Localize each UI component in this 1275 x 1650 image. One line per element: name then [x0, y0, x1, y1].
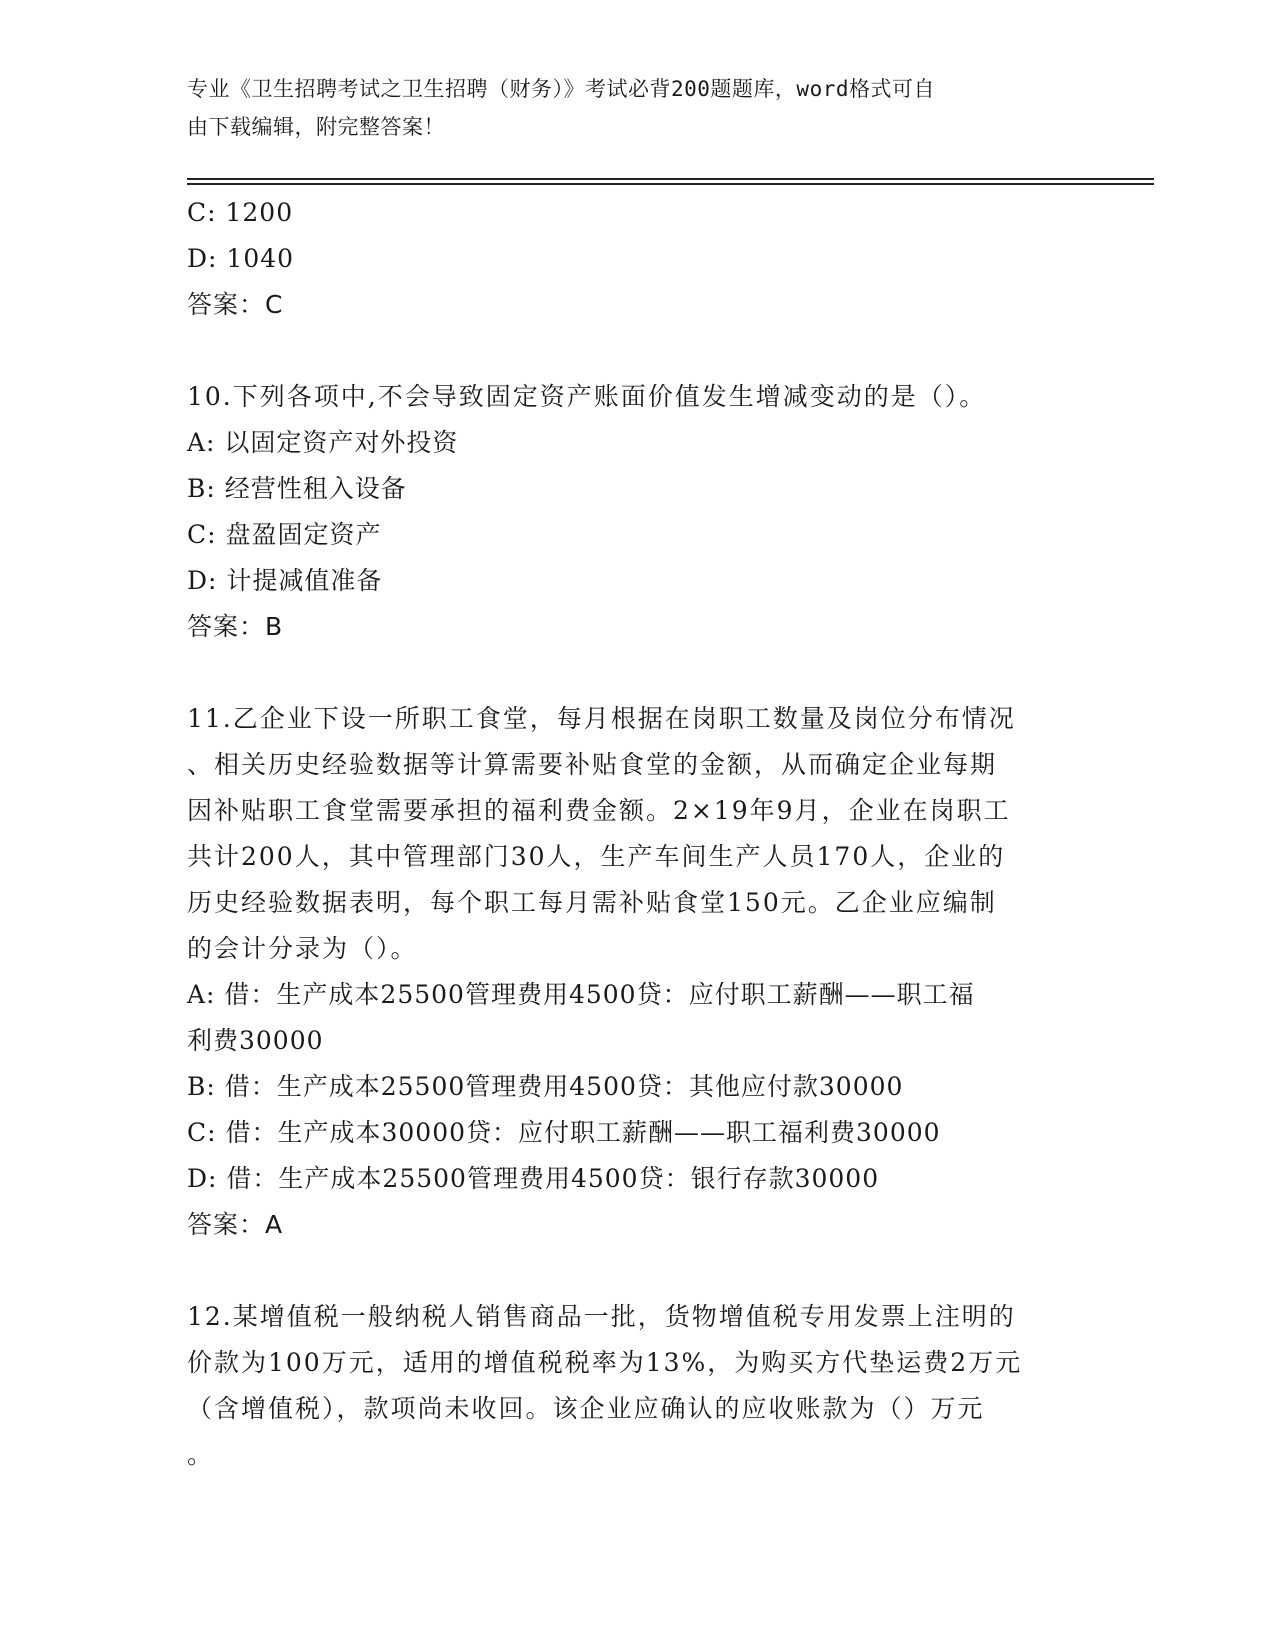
option-b: B: 借：生产成本25500管理费用4500贷：其他应付款30000: [187, 1072, 904, 1101]
option-a: A: 借：生产成本25500管理费用4500贷：应付职工薪酬——职工福: [187, 980, 975, 1009]
option-a: A: 以固定资产对外投资: [187, 428, 459, 457]
answer-line: 答案：A: [187, 1210, 284, 1239]
option-c: C: 1200: [187, 198, 294, 227]
question-text-line: 历史经验数据表明，每个职工每月需补贴食堂150元。乙企业应编制: [187, 888, 997, 917]
question-text-line: （含增值税），款项尚未收回。该企业应确认的应收账款为（）万元: [187, 1394, 985, 1423]
header-line-2: 由下载编辑，附完整答案！: [187, 115, 445, 139]
question-11: [187, 696, 1087, 1248]
header-divider-top: [187, 178, 1154, 180]
option-b: B: 经营性租入设备: [187, 474, 407, 503]
option-d: D: 借：生产成本25500管理费用4500贷：银行存款30000: [187, 1164, 880, 1193]
document-body: [187, 190, 1087, 1478]
option-c: C: 盘盈固定资产: [187, 520, 382, 549]
question-text-line: 、相关历史经验数据等计算需要补贴食堂的金额，从而确定企业每期: [187, 750, 998, 779]
option-c: C: 借：生产成本30000贷：应付职工薪酬——职工福利费30000: [187, 1118, 941, 1147]
question-10: [187, 374, 1087, 650]
question-text: [187, 696, 1087, 972]
question-text: [187, 1294, 1087, 1478]
question-12: [187, 1294, 1087, 1478]
question-text-line: 因补贴职工食堂需要承担的福利费金额。2×19年9月，企业在岗职工: [187, 796, 1011, 825]
header-line-1: 专业《卫生招聘考试之卫生招聘（财务）》考试必背200题题库，word格式可自: [187, 77, 935, 101]
question-text-line: 。: [187, 1440, 215, 1469]
document-header: [187, 70, 1067, 146]
header-divider-bottom: [187, 183, 1154, 185]
option-d: D: 计提减值准备: [187, 566, 383, 595]
question-text-line: 的会计分录为（）。: [187, 934, 418, 963]
option-a-continued: 利费30000: [187, 1026, 324, 1055]
answer-line: 答案：B: [187, 612, 284, 641]
question-text-line: 价款为100万元，适用的增值税税率为13%，为购买方代垫运费2万元: [187, 1348, 1023, 1377]
option-d: D: 1040: [187, 244, 295, 273]
question-text: 10.下列各项中,不会导致固定资产账面价值发生增减变动的是（）。: [187, 382, 987, 411]
previous-question-tail: [187, 190, 1087, 328]
answer-line: 答案：C: [187, 290, 284, 319]
question-text-line: 11.乙企业下设一所职工食堂，每月根据在岗职工数量及岗位分布情况: [187, 704, 1016, 733]
question-text-line: 12.某增值税一般纳税人销售商品一批，货物增值税专用发票上注明的: [187, 1302, 1016, 1331]
question-text-line: 共计200人，其中管理部门30人，生产车间生产人员170人，企业的: [187, 842, 1006, 871]
